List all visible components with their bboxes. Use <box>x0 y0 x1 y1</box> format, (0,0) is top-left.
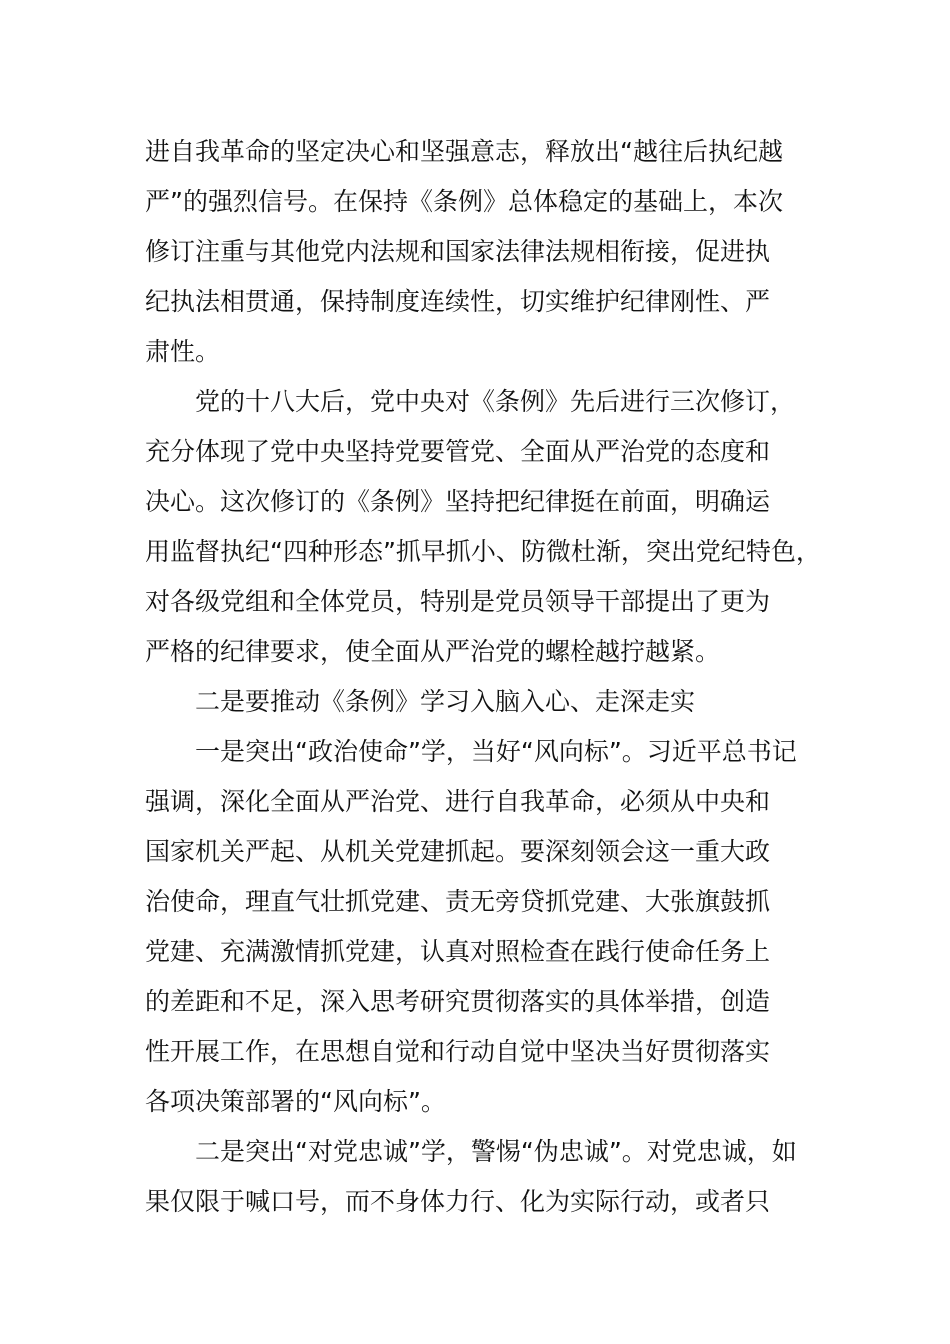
text-line: 强调，深化全面从严治党、进行自我革命，必须从中央和 <box>145 787 771 816</box>
text-line: 治使命，理直气壮抓党建、责无旁贷抓党建、大张旗鼓抓 <box>145 887 771 916</box>
text-line: 的差距和不足，深入思考研究贯彻落实的具体举措，创造 <box>145 987 771 1016</box>
text-line: 决心。这次修订的《条例》坚持把纪律挺在前面，明确运 <box>145 487 771 516</box>
text-line: 国家机关严起、从机关党建抓起。要深刻领会这一重大政 <box>145 837 771 866</box>
text-line: 果仅限于喊口号，而不身体力行、化为实际行动，或者只 <box>145 1187 771 1216</box>
paragraph-first-line: 二是突出“对党忠诚”学，警惕“伪忠诚”。对党忠诚，如 <box>195 1137 797 1166</box>
text-line: 修订注重与其他党内法规和国家法律法规相衔接，促进执 <box>145 237 771 266</box>
text-line: 充分体现了党中央坚持党要管党、全面从严治党的态度和 <box>145 437 771 466</box>
paragraph-first-line: 一是突出“政治使命”学，当好“风向标”。习近平总书记 <box>195 737 797 766</box>
text-line: 严格的纪律要求，使全面从严治党的螺栓越拧越紧。 <box>145 637 721 666</box>
text-line: 纪执法相贯通，保持制度连续性，切实维护纪律刚性、严 <box>145 287 771 316</box>
section-heading: 二是要推动《条例》学习入脑入心、走深走实 <box>195 687 696 716</box>
text-line: 对各级党组和全体党员，特别是党员领导干部提出了更为 <box>145 587 771 616</box>
paragraph-first-line: 党的十八大后，党中央对《条例》先后进行三次修订， <box>195 387 796 416</box>
text-line: 肃性。 <box>145 337 221 366</box>
text-line: 性开展工作，在思想自觉和行动自觉中坚决当好贯彻落实 <box>145 1037 771 1066</box>
text-line: 严”的强烈信号。在保持《条例》总体稳定的基础上，本次 <box>145 187 783 216</box>
text-line: 党建、充满激情抓党建，认真对照检查在践行使命任务上 <box>145 937 771 966</box>
text-line: 用监督执纪“四种形态”抓早抓小、防微杜渐，突出党纪特色， <box>145 537 821 566</box>
text-line: 各项决策部署的“风向标”。 <box>145 1087 446 1116</box>
text-line: 进自我革命的坚定决心和坚强意志，释放出“越往后执纪越 <box>145 137 783 166</box>
